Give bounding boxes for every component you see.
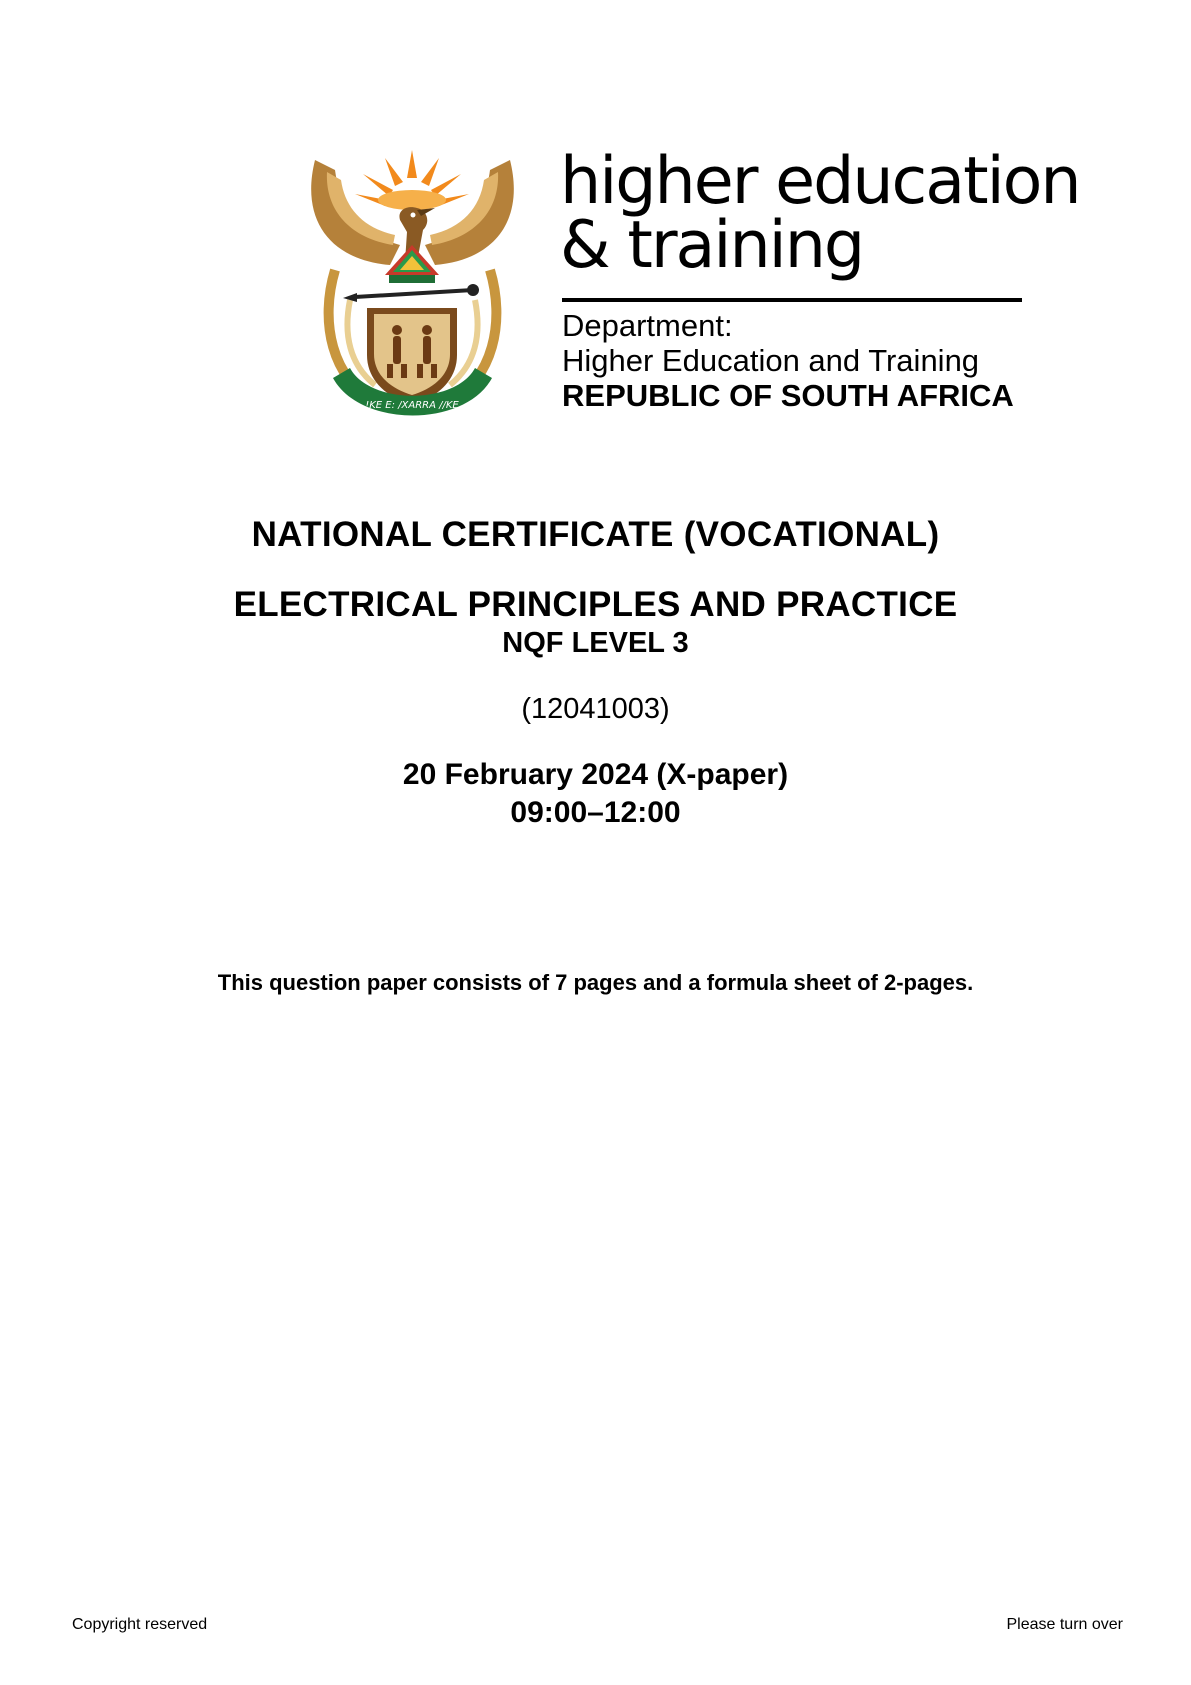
- qualification-title: NATIONAL CERTIFICATE (VOCATIONAL): [251, 515, 940, 554]
- footer-turn-over: Please turn over: [1006, 1616, 1123, 1633]
- nqf-level: NQF LEVEL 3: [502, 627, 689, 659]
- exam-date: 20 February 2024 (X-paper): [402, 758, 789, 791]
- coat-of-arms-motto: !KE E: /XARRA //KE: [365, 400, 459, 411]
- department-name: Higher Education and Training: [562, 343, 980, 378]
- footer-copyright: Copyright reserved: [72, 1616, 208, 1633]
- brand-title: [560, 144, 1080, 283]
- brand-line-2: & training: [560, 208, 864, 283]
- coat-of-arms-icon: [305, 150, 520, 425]
- subject-title: ELECTRICAL PRINCIPLES AND PRACTICE: [233, 585, 958, 624]
- subject-code: (12041003): [521, 693, 670, 725]
- brand-line-1: higher education: [560, 144, 1080, 219]
- department-label: Department:: [562, 308, 733, 343]
- department-country: REPUBLIC OF SOUTH AFRICA: [562, 378, 1014, 413]
- brand-divider: [562, 298, 1022, 302]
- page-count-info: This question paper consists of 7 pages and a formula sheet of 2-pages.: [217, 970, 974, 995]
- coat-of-arms-logo: [305, 150, 520, 425]
- department-block: [562, 308, 1014, 413]
- exam-time: 09:00–12:00: [510, 796, 681, 829]
